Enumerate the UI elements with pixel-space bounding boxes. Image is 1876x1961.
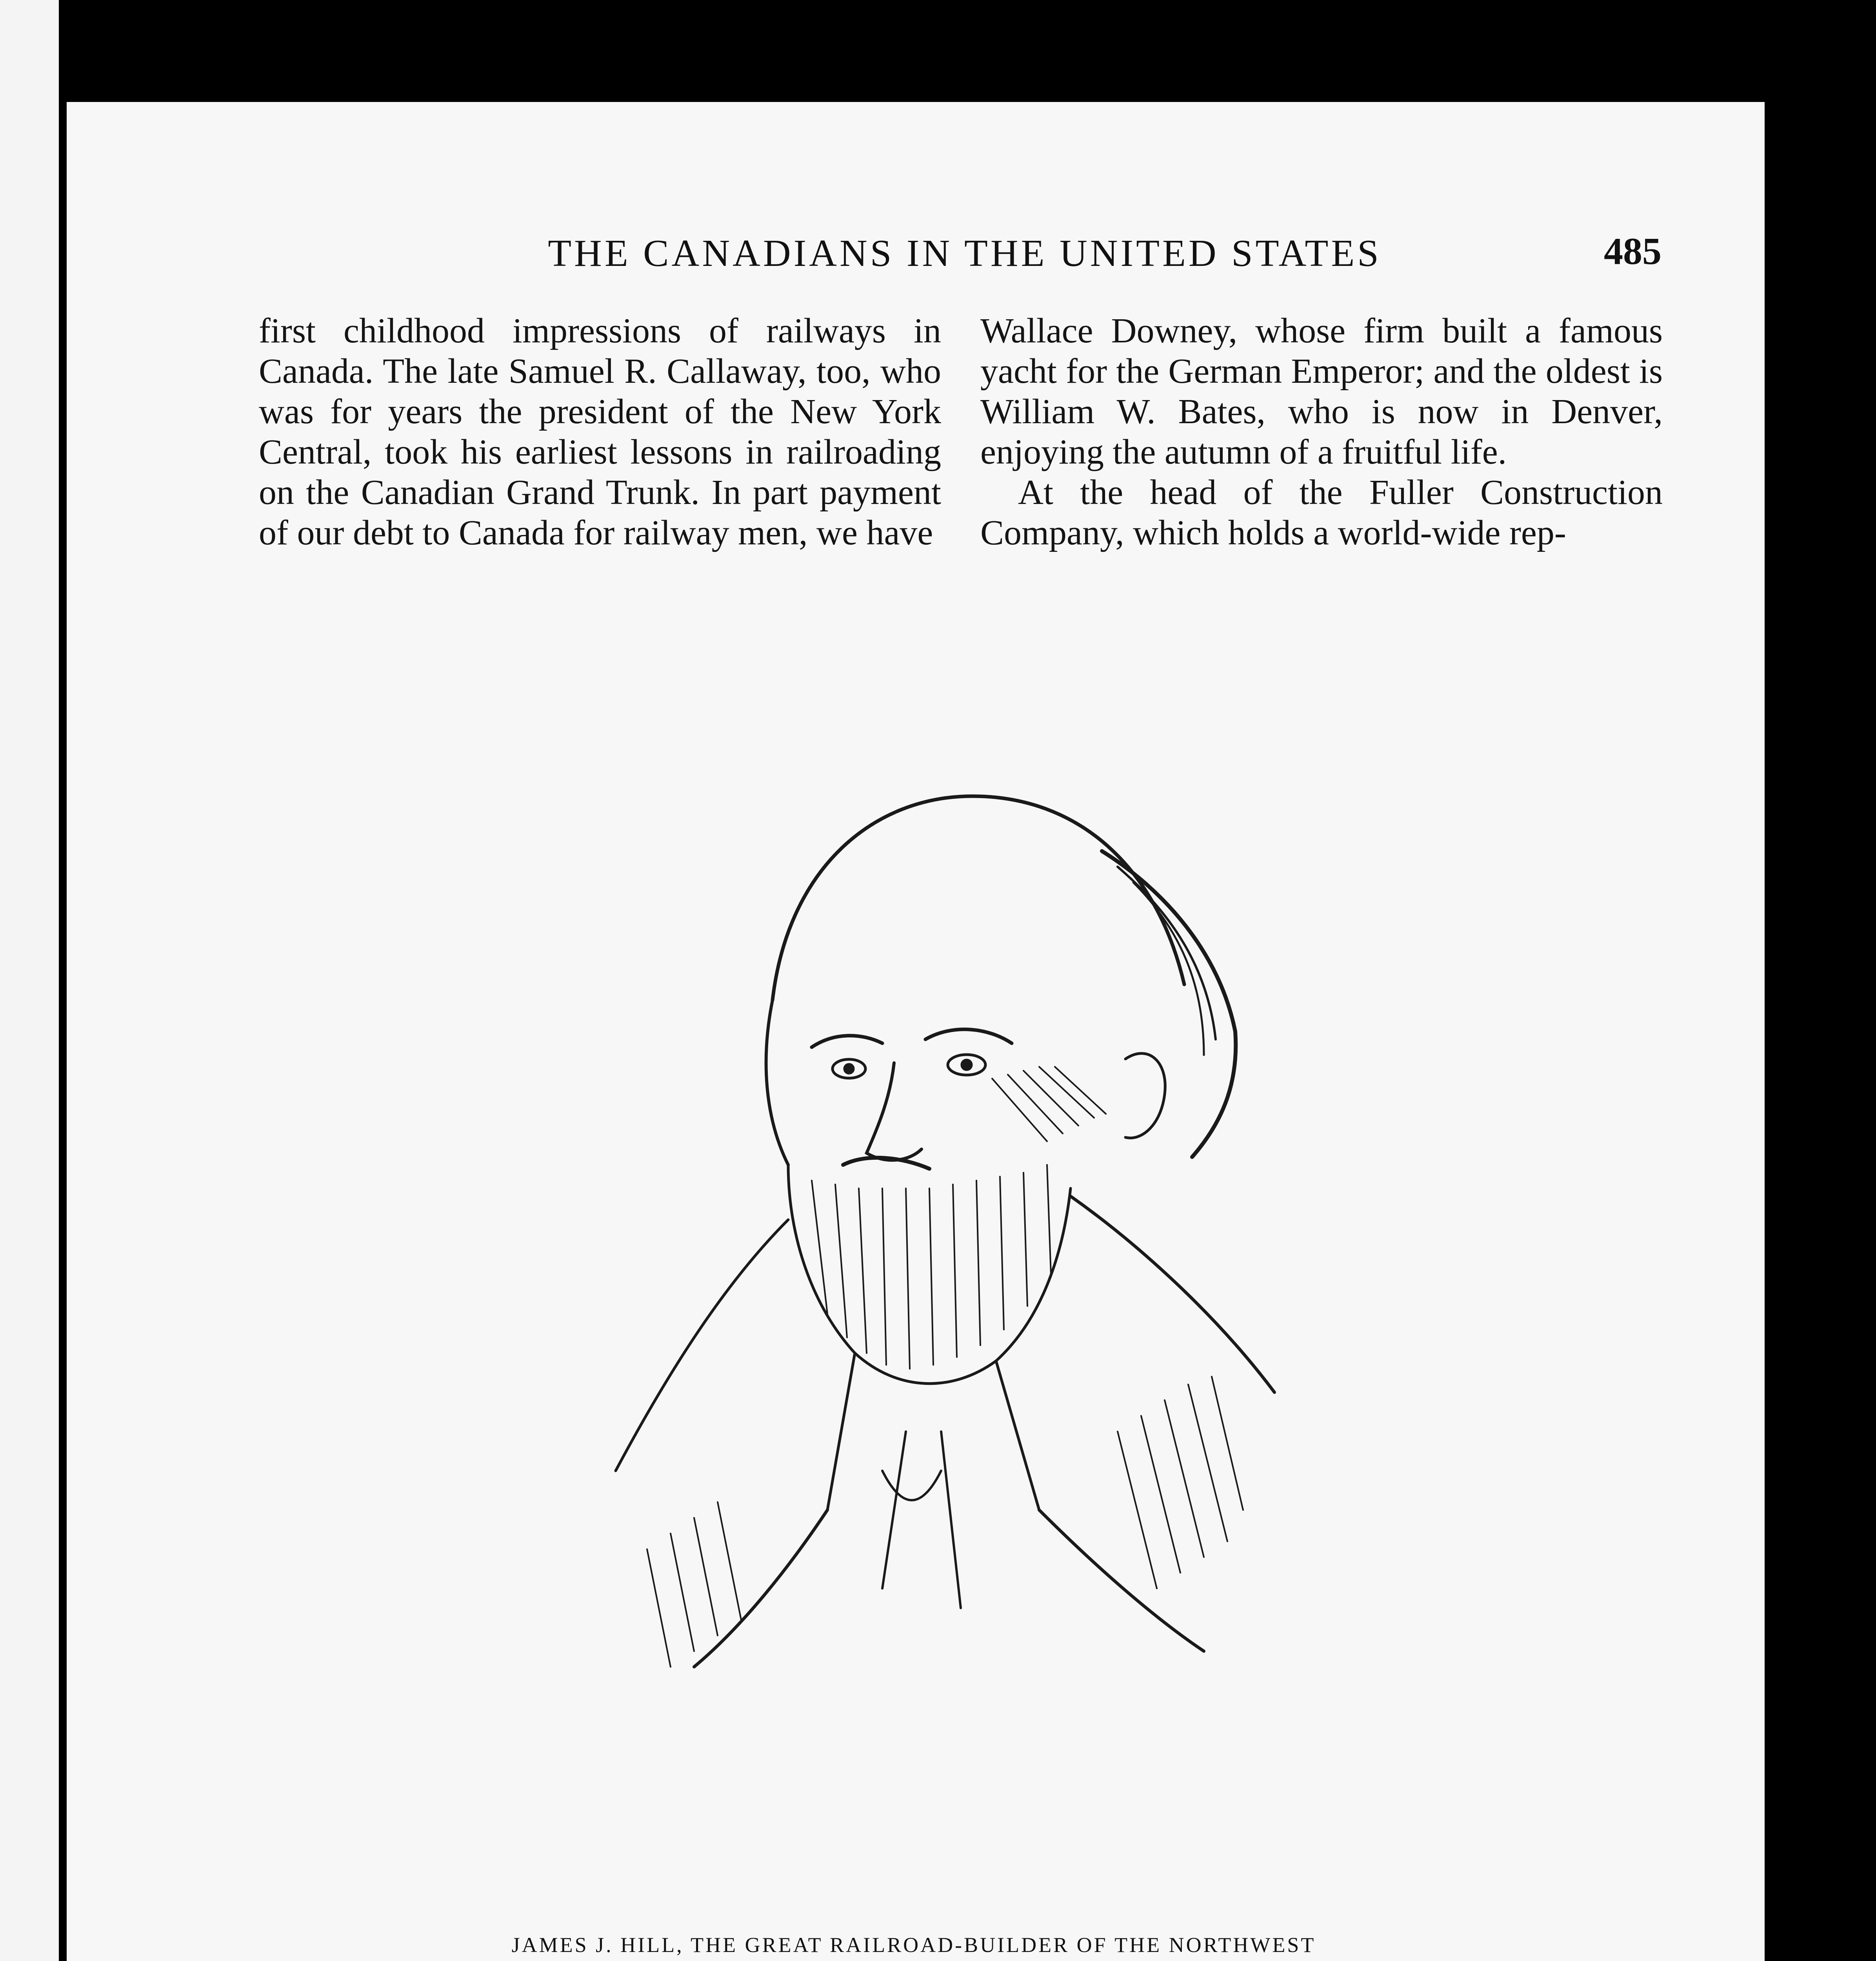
running-title: THE CANADIANS IN THE UNITED STATES: [548, 232, 1382, 275]
facing-page-edge: [0, 0, 59, 1961]
illustration-caption: JAMES J. HILL, THE GREAT RAILROAD-BUILDER OF THE NORTHWEST: [511, 1933, 1316, 1957]
scan-top-border: [0, 0, 1876, 51]
top-right-column: [980, 311, 1663, 553]
page-number: 485: [1604, 230, 1661, 273]
paragraph: first childhood impressions of railways in Canada. The late Samuel R. Callaway, too, who was for years the president of the New York Central, took his earliest lessons in railroading on the Canadian Grand Trunk. In part payment of our debt to Canada for railway men, we have: [259, 311, 941, 552]
james-hill-portrait-illustration: [490, 647, 1443, 1894]
paragraph: At the head of the Fuller Construction Company, which holds a world-wide rep-: [980, 473, 1663, 552]
paragraph: Wallace Downey, whose firm built a famous yacht for the German Emperor; and the oldest is William W. Bates, who is now in Denver, enjoying the autumn of a fruitful life.: [980, 311, 1663, 471]
top-left-column: [259, 311, 941, 553]
